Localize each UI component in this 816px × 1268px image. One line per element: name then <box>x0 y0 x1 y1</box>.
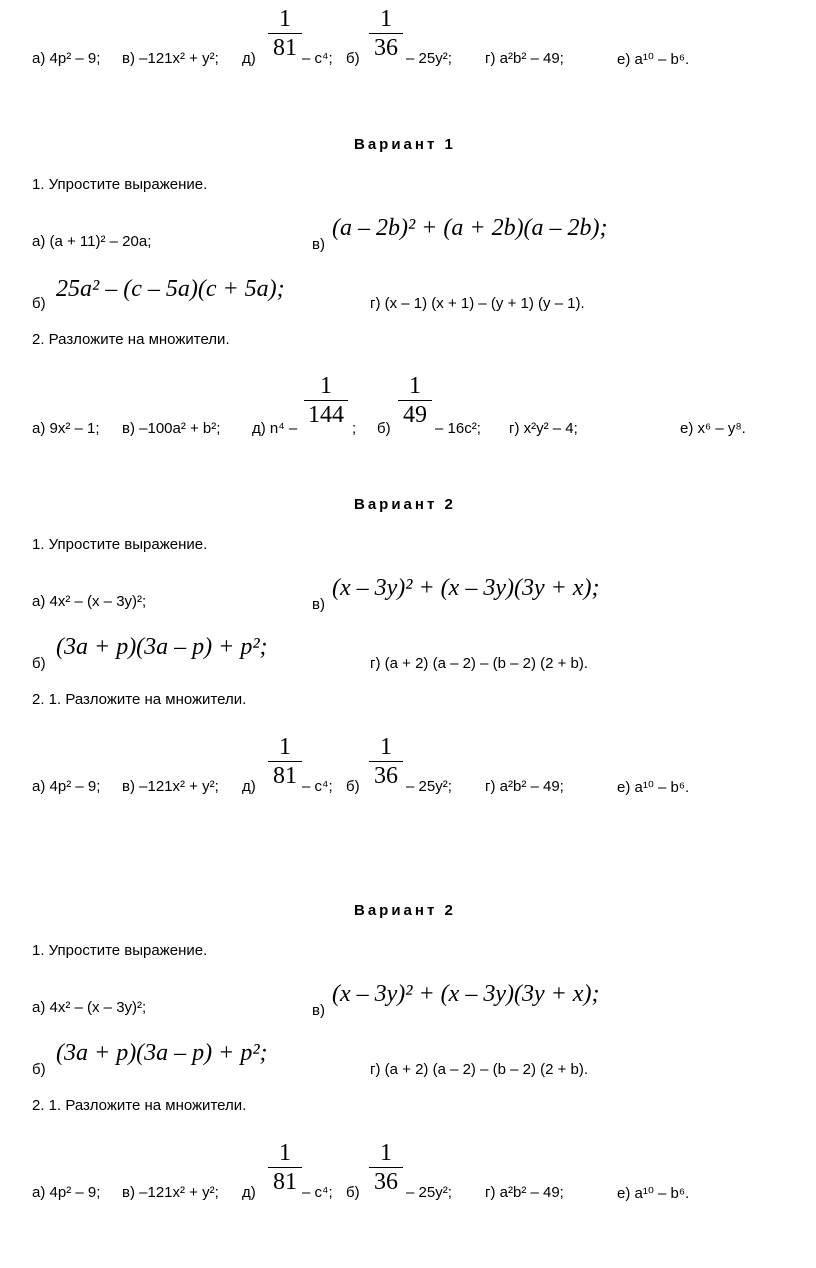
fraction-numerator: 1 <box>279 6 291 32</box>
top-row-fraction-b <box>369 6 403 61</box>
fraction-numerator: 1 <box>279 1140 291 1166</box>
top-row-item-d-rest: – c⁴; <box>302 50 333 67</box>
variant-2-copy-heading: Вариант 2 <box>354 902 456 919</box>
variant-2-row-item-a: а) 4p² – 9; <box>32 778 101 795</box>
fraction-numerator: 1 <box>409 373 421 399</box>
top-row-item-b-label: б) <box>346 50 360 67</box>
variant-2-row-item-d-rest: – c⁴; <box>302 778 333 795</box>
variant-2-copy-item-a: а) 4x² – (x – 3y)²; <box>32 999 147 1016</box>
variant-2-item-a: а) 4x² – (x – 3y)²; <box>32 593 147 610</box>
variant-1-row-item-v: в) –100a² + b²; <box>122 420 221 437</box>
variant-2-copy-row-item-b-label: б) <box>346 1184 360 1201</box>
variant-1-row-item-g: г) x²y² – 4; <box>509 420 578 437</box>
variant-2-copy-row-item-e: е) a¹⁰ – b⁶. <box>617 1185 690 1202</box>
fraction-numerator: 1 <box>320 373 332 399</box>
variant-1-item-a: а) (a + 11)² – 20a; <box>32 233 152 250</box>
variant-2-row-item-b-rest: – 25y²; <box>406 778 452 795</box>
variant-2-task-2-title: 2. 1. Разложите на множители. <box>32 691 247 708</box>
variant-2-copy-row-fraction-b <box>369 1140 403 1195</box>
fraction-denominator: 81 <box>273 35 297 61</box>
variant-1-item-v-label: в) <box>312 236 325 253</box>
fraction-bar <box>268 1167 302 1168</box>
fraction-bar <box>268 33 302 34</box>
variant-1-row-fraction-d <box>304 373 348 428</box>
variant-2-row-item-d-label: д) <box>242 778 256 795</box>
fraction-denominator: 36 <box>374 35 398 61</box>
variant-2-row-item-g: г) a²b² – 49; <box>485 778 564 795</box>
variant-1-row-item-b-rest: – 16c²; <box>435 420 481 437</box>
variant-2-copy-task-1-title: 1. Упростите выражение. <box>32 942 208 959</box>
variant-2-copy-item-b-expression: (3a + p)(3a – p) + p²; <box>56 1040 268 1066</box>
variant-2-copy-item-g: г) (a + 2) (a – 2) – (b – 2) (2 + b). <box>370 1061 589 1078</box>
variant-1-task-1-title: 1. Упростите выражение. <box>32 176 208 193</box>
variant-1-item-v-expression: (a – 2b)² + (a + 2b)(a – 2b); <box>332 215 608 241</box>
variant-2-copy-row-item-g: г) a²b² – 49; <box>485 1184 564 1201</box>
variant-2-row-fraction-d <box>268 734 302 789</box>
variant-2-item-b-expression: (3a + p)(3a – p) + p²; <box>56 634 268 660</box>
variant-1-row-item-e: е) x⁶ – y⁸. <box>680 420 746 437</box>
fraction-numerator: 1 <box>380 6 392 32</box>
variant-1-heading: Вариант 1 <box>354 136 456 153</box>
variant-2-copy-item-v-label: в) <box>312 1002 325 1019</box>
top-row-item-d-label: д) <box>242 50 256 67</box>
fraction-bar <box>369 33 403 34</box>
variant-2-copy-item-v-expression: (x – 3y)² + (x – 3y)(3y + x); <box>332 981 600 1007</box>
top-row-fraction-d <box>268 6 302 61</box>
variant-2-item-v-expression: (x – 3y)² + (x – 3y)(3y + x); <box>332 575 600 601</box>
variant-1-item-b-expression: 25a² – (c – 5a)(c + 5a); <box>56 276 285 302</box>
variant-2-copy-row-item-d-label: д) <box>242 1184 256 1201</box>
variant-1-item-b-label: б) <box>32 295 46 312</box>
variant-1-task-2-title: 2. Разложите на множители. <box>32 331 230 348</box>
variant-2-row-item-e: е) a¹⁰ – b⁶. <box>617 779 690 796</box>
fraction-denominator: 81 <box>273 763 297 789</box>
fraction-denominator: 36 <box>374 763 398 789</box>
variant-2-row-fraction-b <box>369 734 403 789</box>
variant-1-row-item-d-rest: ; <box>352 420 357 437</box>
variant-2-copy-task-2-title: 2. 1. Разложите на множители. <box>32 1097 247 1114</box>
fraction-bar <box>304 400 348 401</box>
variant-1-row-item-a: а) 9x² – 1; <box>32 420 100 437</box>
fraction-bar <box>268 761 302 762</box>
top-row-item-e: е) a¹⁰ – b⁶. <box>617 51 690 68</box>
top-row-item-b-rest: – 25y²; <box>406 50 452 67</box>
variant-1-row-item-b-label: б) <box>377 420 391 437</box>
variant-1-item-g: г) (x – 1) (x + 1) – (y + 1) (y – 1). <box>370 295 585 312</box>
top-row-item-a: а) 4p² – 9; <box>32 50 101 67</box>
fraction-bar <box>369 761 403 762</box>
variant-2-item-v-label: в) <box>312 596 325 613</box>
variant-2-copy-row-item-v: в) –121x² + y²; <box>122 1184 219 1201</box>
variant-2-item-g: г) (a + 2) (a – 2) – (b – 2) (2 + b). <box>370 655 589 672</box>
fraction-bar <box>398 400 432 401</box>
fraction-denominator: 81 <box>273 1169 297 1195</box>
variant-2-copy-row-item-b-rest: – 25y²; <box>406 1184 452 1201</box>
variant-2-copy-row-item-d-rest: – c⁴; <box>302 1184 333 1201</box>
top-row-item-g: г) a²b² – 49; <box>485 50 564 67</box>
fraction-denominator: 36 <box>374 1169 398 1195</box>
fraction-numerator: 1 <box>279 734 291 760</box>
fraction-denominator: 144 <box>308 402 344 428</box>
variant-2-row-item-b-label: б) <box>346 778 360 795</box>
fraction-numerator: 1 <box>380 734 392 760</box>
fraction-bar <box>369 1167 403 1168</box>
top-row-item-v: в) –121x² + y²; <box>122 50 219 67</box>
variant-2-copy-row-fraction-d <box>268 1140 302 1195</box>
variant-2-heading: Вариант 2 <box>354 496 456 513</box>
variant-1-row-fraction-b <box>398 373 432 428</box>
variant-2-task-1-title: 1. Упростите выражение. <box>32 536 208 553</box>
variant-1-row-item-d-label: д) n⁴ – <box>252 420 298 437</box>
variant-2-item-b-label: б) <box>32 655 46 672</box>
variant-2-row-item-v: в) –121x² + y²; <box>122 778 219 795</box>
fraction-numerator: 1 <box>380 1140 392 1166</box>
variant-2-copy-item-b-label: б) <box>32 1061 46 1078</box>
variant-2-copy-row-item-a: а) 4p² – 9; <box>32 1184 101 1201</box>
fraction-denominator: 49 <box>403 402 427 428</box>
